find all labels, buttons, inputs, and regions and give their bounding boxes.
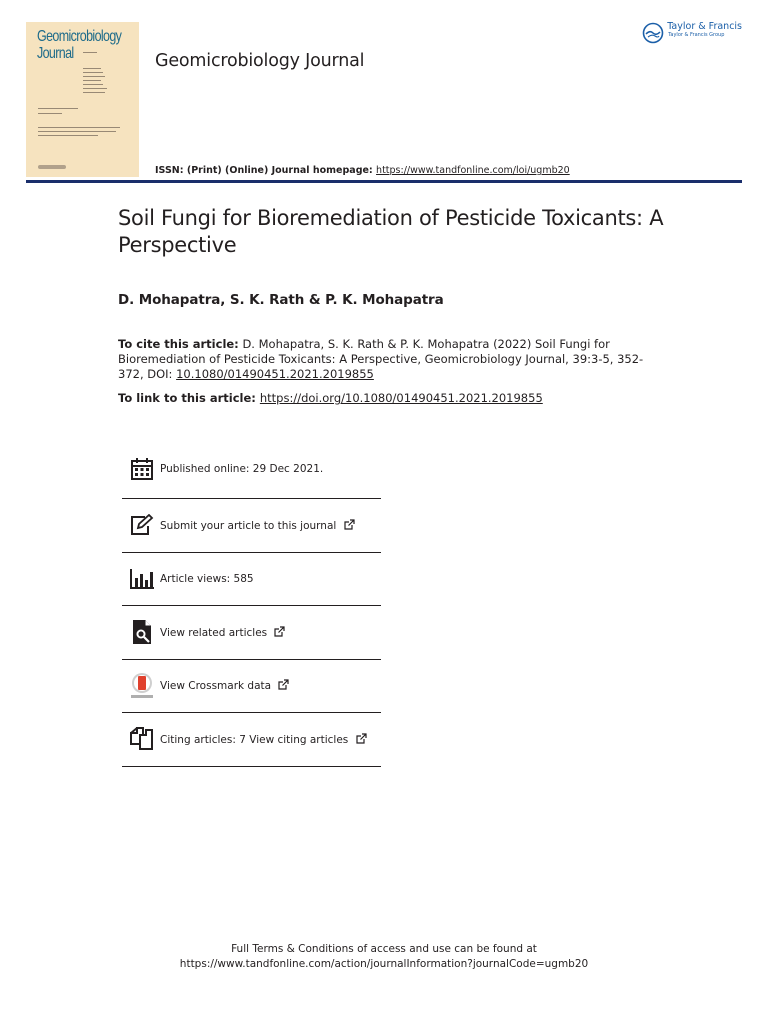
calendar-icon — [127, 456, 157, 482]
external-link-icon — [356, 733, 367, 744]
external-link-icon — [278, 679, 289, 690]
citation-block — [118, 337, 663, 383]
external-link-icon — [344, 519, 355, 530]
publisher-name: Taylor & Francis — [667, 21, 742, 32]
issn-line — [155, 165, 570, 176]
documents-copy-icon — [127, 726, 157, 752]
cite-text: D. Mohapatra, S. K. Rath & P. K. Mohapatra (2022) Soil Fungi for Bioremediation of Pesticide Toxicants: A Perspective, Geomicrobiology Journal, 39:3-5, 352-372, DOI: — [118, 337, 644, 382]
article-doi-link[interactable]: https://doi.org/10.1080/01490451.2021.2019855 — [259, 391, 543, 405]
crossmark-icon — [127, 673, 157, 699]
footer-terms — [0, 942, 768, 972]
doi-link[interactable]: 10.1080/01490451.2021.2019855 — [176, 367, 374, 382]
journal-homepage-link[interactable]: https://www.tandfonline.com/loi/ugmb20 — [376, 165, 570, 176]
document-search-icon — [127, 619, 157, 645]
journal-name: Geomicrobiology Journal — [155, 51, 365, 71]
external-link-icon — [274, 626, 285, 637]
cite-label: To cite this article: — [118, 337, 239, 351]
published-online-text: Published online: 29 Dec 2021. — [160, 463, 324, 475]
submit-article-text: Submit your article to this journal — [160, 519, 337, 532]
bar-chart-icon — [127, 566, 157, 592]
article-views-row — [122, 553, 381, 607]
crossmark-text: View Crossmark data — [160, 680, 272, 693]
edit-pencil-icon — [127, 512, 157, 538]
publisher-logo[interactable] — [642, 22, 742, 44]
citing-articles-text: Citing articles: 7 View citing articles — [160, 733, 349, 746]
issn-prefix: ISSN: (Print) (Online) Journal homepage: — [155, 165, 377, 176]
footer-terms-link[interactable]: https://www.tandfonline.com/action/journalInformation?journalCode=ugmb20 — [179, 958, 589, 970]
article-authors: D. Mohapatra, S. K. Rath & P. K. Mohapatra — [118, 292, 444, 308]
published-online-row — [122, 440, 381, 499]
cover-title-line1: Geomicrobiology — [37, 28, 122, 45]
publisher-group: Taylor & Francis Group — [668, 32, 725, 38]
header-rule — [26, 180, 742, 183]
cover-title-line2: Journal — [37, 45, 74, 62]
article-title: Soil Fungi for Bioremediation of Pesticide Toxicants: A Perspective — [118, 206, 664, 257]
submit-article-row[interactable] — [122, 499, 381, 553]
link-label: To link to this article: — [118, 391, 260, 405]
citing-articles-row[interactable] — [122, 713, 381, 767]
related-articles-text: View related articles — [160, 626, 268, 639]
article-info-list — [122, 440, 381, 767]
link-block — [118, 391, 543, 405]
related-articles-row[interactable] — [122, 606, 381, 660]
article-views-text: Article views: 585 — [160, 572, 254, 585]
footer-line1: Full Terms & Conditions of access and use can be found at — [231, 943, 537, 955]
taylor-francis-logo-icon — [642, 22, 664, 44]
crossmark-row[interactable] — [122, 660, 381, 714]
journal-cover-image — [26, 22, 139, 177]
